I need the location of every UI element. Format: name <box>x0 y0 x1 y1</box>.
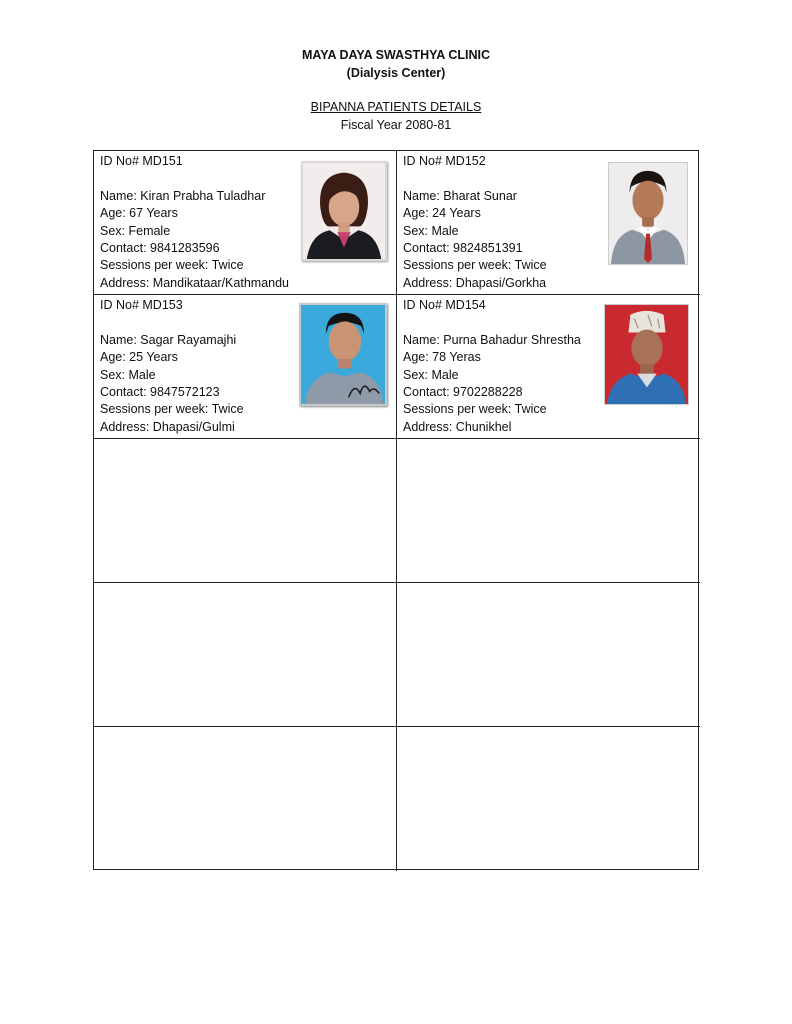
empty-cell <box>94 583 397 727</box>
patient-sex: Sex: Male <box>403 367 459 382</box>
patient-photo <box>299 303 387 406</box>
clinic-name: MAYA DAYA SWASTHYA CLINIC <box>301 48 490 62</box>
patient-sex: Sex: Female <box>100 223 171 238</box>
patient-sessions: Sessions per week: Twice <box>403 258 547 273</box>
patient-table <box>93 150 699 870</box>
patient-sessions: Sessions per week: Twice <box>403 402 547 417</box>
patient-contact: Contact: 9841283596 <box>100 241 220 256</box>
patient-age: Age: 24 Years <box>403 206 481 221</box>
patient-age: Age: 67 Years <box>100 206 178 221</box>
patient-photo <box>301 161 387 261</box>
patient-card <box>94 151 397 295</box>
patient-name: Name: Sagar Rayamajhi <box>100 332 237 347</box>
patient-sex: Sex: Male <box>403 223 459 238</box>
patient-id: ID No# MD154 <box>403 298 486 312</box>
patient-id: ID No# MD153 <box>100 298 183 312</box>
patient-id: ID No# MD151 <box>100 154 183 168</box>
empty-cell <box>94 439 397 583</box>
empty-cell <box>397 727 700 871</box>
patient-contact: Contact: 9702288228 <box>403 385 523 400</box>
patient-sessions: Sessions per week: Twice <box>100 402 244 417</box>
patient-id: ID No# MD152 <box>403 154 486 168</box>
patient-age: Age: 25 Years <box>100 350 178 365</box>
patient-name: Name: Bharat Sunar <box>403 188 517 203</box>
patient-sessions: Sessions per week: Twice <box>100 258 244 273</box>
empty-cell <box>94 727 397 871</box>
patient-card <box>397 151 700 295</box>
empty-cell <box>397 583 700 727</box>
patient-contact: Contact: 9824851391 <box>403 241 523 256</box>
patient-name: Name: Purna Bahadur Shrestha <box>403 332 581 347</box>
patient-name: Name: Kiran Prabha Tuladhar <box>100 188 266 203</box>
empty-cell <box>397 439 700 583</box>
patient-photo <box>604 304 689 405</box>
patient-age: Age: 78 Yeras <box>403 350 481 365</box>
patient-address: Address: Mandikataar/Kathmandu <box>100 275 289 290</box>
document-title: BIPANNA PATIENTS DETAILS <box>310 100 482 114</box>
patient-sex: Sex: Male <box>100 367 156 382</box>
clinic-subtitle: (Dialysis Center) <box>346 66 446 80</box>
patient-card <box>397 295 700 439</box>
patient-address: Address: Dhapasi/Gulmi <box>100 419 235 434</box>
patient-photo <box>608 162 688 265</box>
fiscal-year: Fiscal Year 2080-81 <box>340 118 452 132</box>
patient-address: Address: Chunikhel <box>403 419 512 434</box>
patient-card <box>94 295 397 439</box>
patient-contact: Contact: 9847572123 <box>100 385 220 400</box>
patient-address: Address: Dhapasi/Gorkha <box>403 275 547 290</box>
